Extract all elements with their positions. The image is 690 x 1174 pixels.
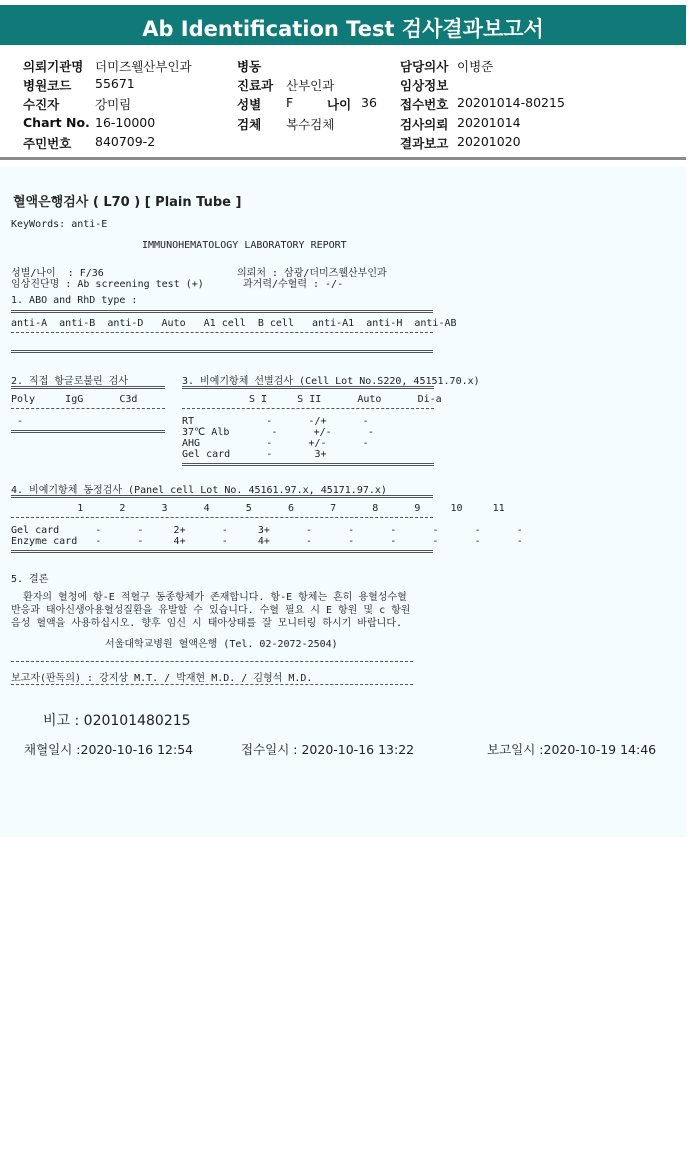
- age-label: 나이: [327, 97, 352, 112]
- diagnosis: 임상진단명 : Ab screening test (+): [11, 279, 204, 290]
- divider: [182, 463, 434, 466]
- divider: [182, 408, 434, 409]
- reporter: 보고자(판독의) : 강지상 M.T. / 박재현 M.D. / 김형석 M.D.: [11, 673, 313, 684]
- sex-value: F: [286, 95, 294, 110]
- lab-title: IMMUNOHEMATOLOGY LABORATORY REPORT: [142, 240, 347, 251]
- screen-header: S I S II Auto Di-a: [249, 394, 442, 405]
- specimen-label: 검체: [237, 117, 262, 132]
- sex-age: 성별/나이 : F/36: [11, 268, 104, 279]
- referrer: 의뢰처 : 삼광/더미즈웰산부인과: [237, 268, 387, 279]
- age-value: 36: [361, 95, 377, 110]
- collected-time: 채혈일시 :2020-10-16 12:54: [24, 742, 194, 757]
- divider: [11, 550, 433, 553]
- panel-heading: 4. 비예기항체 동정검사 (Panel cell Lot No. 45161.97.x, 45171.97.x): [11, 485, 387, 496]
- dat-values: -: [11, 416, 24, 427]
- page-title: Ab Identification Test 검사결과보고서: [142, 17, 544, 41]
- divider: [11, 661, 413, 662]
- request-value: 20201014: [457, 115, 521, 130]
- request-label: 검사의뢰: [400, 117, 449, 132]
- divider: [11, 430, 165, 433]
- divider: [11, 350, 433, 353]
- id-value: 840709-2: [95, 134, 156, 149]
- divider: [11, 386, 165, 389]
- dat-heading: 2. 직접 항글로불린 검사: [11, 376, 129, 387]
- patient-label: 수진자: [23, 97, 60, 112]
- conclusion-line: 음성 혈액을 사용하십시오. 향후 임신 시 태아상태를 잘 모니터링 하시기 바랍니다.: [11, 618, 403, 629]
- dat-header: Poly IgG C3d: [11, 394, 138, 405]
- conclusion-line: 반응과 태아신생아용혈성질환을 유발할 수 있습니다. 수혈 필요 시 E 항원 및 c 항원: [11, 605, 411, 616]
- divider: [11, 310, 433, 313]
- conclusion-heading: 5. 결론: [11, 574, 49, 585]
- receipt-value: 20201014-80215: [457, 95, 565, 110]
- chart-label: Chart No.: [23, 115, 90, 130]
- receipt-label: 접수번호: [400, 97, 449, 112]
- divider: [182, 386, 434, 389]
- note: 비고 : 020101480215: [43, 713, 191, 729]
- panel-row-enzyme: Enzyme card - - 4+ - 4+ - - - - - -: [11, 536, 523, 547]
- id-label: 주민번호: [23, 136, 72, 151]
- hospital-code-value: 55671: [95, 76, 135, 91]
- patient-value: 강미림: [95, 97, 132, 112]
- screen-row: RT - -/+ -: [182, 416, 369, 427]
- panel-numbers: 1 2 3 4 5 6 7 8 9 10 11: [11, 503, 505, 514]
- history: 과거력/수혈력 : -/-: [243, 279, 344, 290]
- screen-row: AHG - +/- -: [182, 438, 369, 449]
- institution-value: 더미즈웰산부인과: [95, 59, 192, 74]
- title-bar: [0, 5, 686, 45]
- conclusion-line: 환자의 혈청에 항-E 적혈구 동종항체가 존재합니다. 항-E 항체는 흔히 용혈성수혈: [11, 592, 407, 603]
- clinical-label: 임상정보: [400, 78, 449, 93]
- ward-label: 병동: [237, 59, 262, 74]
- abo-heading: 1. ABO and RhD type :: [11, 295, 138, 306]
- abo-header: anti-A anti-B anti-D Auto A1 cell B cell anti-A1 anti-H anti-AB: [11, 318, 457, 329]
- received-time: 접수일시 : 2020-10-16 13:22: [241, 742, 415, 757]
- doctor-label: 담당의사: [400, 59, 449, 74]
- hospital-code-label: 병원코드: [23, 78, 72, 93]
- report-label: 결과보고: [400, 136, 449, 151]
- chart-value: 16-10000: [95, 115, 156, 130]
- header-divider: [0, 157, 686, 160]
- divider: [11, 332, 433, 333]
- screen-row: Gel card - 3+: [182, 449, 327, 460]
- blood-bank: 서울대학교병원 혈액은행 (Tel. 02-2072-2504): [105, 639, 338, 650]
- report-value: 20201020: [457, 134, 521, 149]
- dept-value: 산부인과: [286, 78, 335, 93]
- panel-row-gel: Gel card - - 2+ - 3+ - - - - - -: [11, 525, 523, 536]
- dept-label: 진료과: [237, 78, 274, 93]
- screen-row: 37℃ Alb - +/- -: [182, 427, 374, 438]
- divider: [11, 684, 413, 685]
- report-panel: [0, 167, 686, 837]
- reported-time: 보고일시 :2020-10-19 14:46: [487, 742, 657, 757]
- divider: [11, 517, 433, 518]
- divider: [11, 495, 433, 498]
- keywords: KeyWords: anti-E: [11, 219, 108, 230]
- screen-heading: 3. 비예기항체 선별검사 (Cell Lot No.S220, 45151.70.x): [182, 376, 480, 387]
- institution-label: 의뢰기관명: [23, 59, 84, 74]
- report-heading: 혈액은행검사 ( L70 ) [ Plain Tube ]: [13, 195, 242, 210]
- doctor-value: 이병준: [457, 59, 494, 74]
- sex-label: 성별: [237, 97, 262, 112]
- specimen-value: 복수검체: [286, 117, 335, 132]
- divider: [11, 408, 165, 409]
